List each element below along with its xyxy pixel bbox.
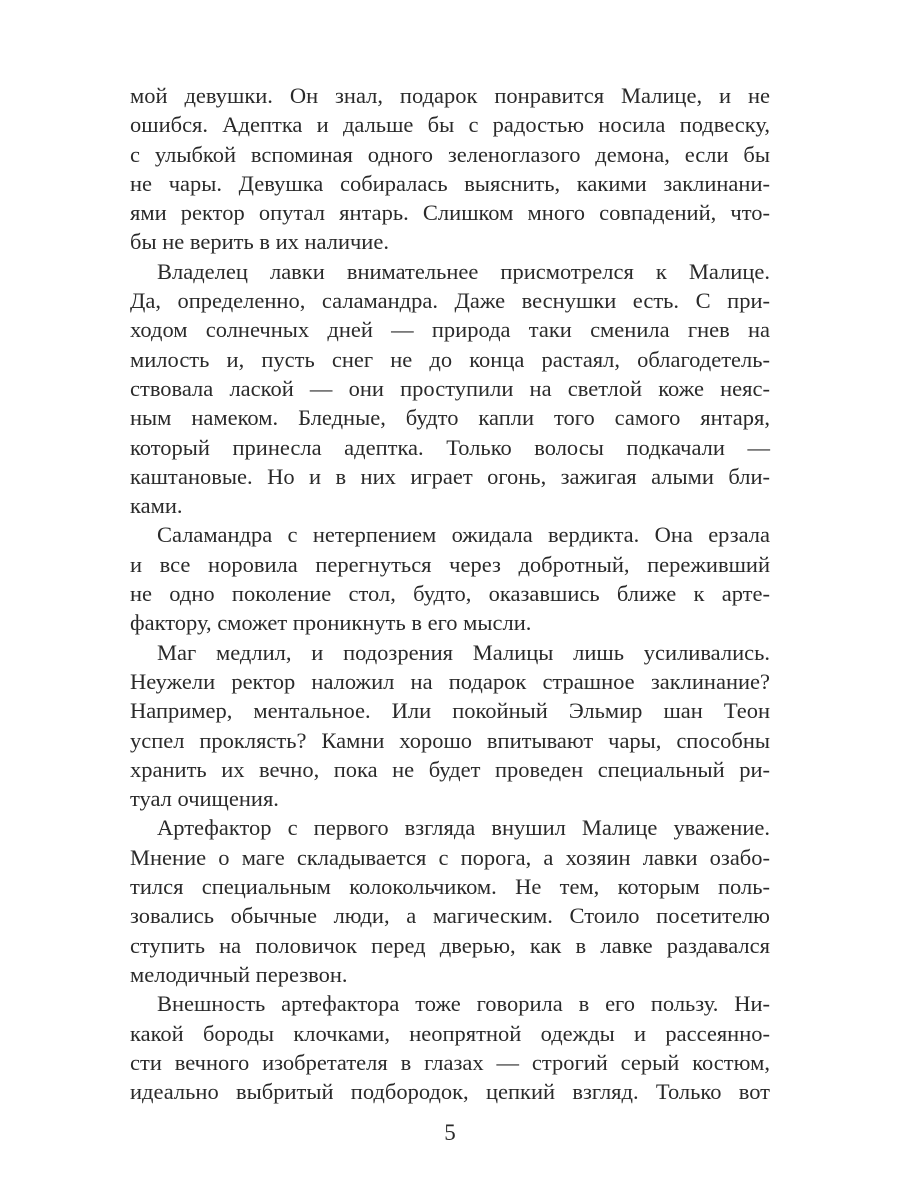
paragraph <box>130 989 770 1106</box>
text-line: ками. <box>130 493 183 519</box>
page-body-text <box>130 81 770 1106</box>
text-line: с улыбкой вспоминая одного зеленоглазого демона, если бы <box>130 141 770 167</box>
text-line: зовались обычные люди, а магическим. Стоило посетителю <box>130 903 770 929</box>
text-line: и все норовила перегнуться через добротный, переживший <box>130 551 770 577</box>
text-line: Неужели ректор наложил на подарок страшное заклинание? <box>130 668 770 694</box>
paragraph <box>130 257 770 521</box>
text-line: милость и, пусть снег не до конца растаял, облагодетель- <box>130 346 770 372</box>
text-line: сти вечного изобретателя в глазах — строгий серый костюм, <box>130 1049 770 1075</box>
text-line: Да, определенно, саламандра. Даже веснушки есть. С при- <box>130 288 770 314</box>
paragraph <box>130 520 770 637</box>
text-line: хранить их вечно, пока не будет проведен специальный ри- <box>130 756 770 782</box>
paragraph <box>130 81 770 257</box>
text-line: Саламандра с нетерпением ожидала вердикта. Она ерзала <box>157 522 770 548</box>
text-line: Внешность артефактора тоже говорила в его пользу. Ни- <box>157 991 770 1017</box>
text-line: какой бороды клочками, неопрятной одежды и рассеянно- <box>130 1020 770 1046</box>
text-line: успел проклясть? Камни хорошо впитывают чары, способны <box>130 727 770 753</box>
text-line: фактору, сможет проникнуть в его мысли. <box>130 610 532 636</box>
text-line: Владелец лавки внимательнее присмотрелся к Малице. <box>157 258 770 284</box>
text-line: Например, ментальное. Или покойный Эльмир шан Теон <box>130 698 770 724</box>
text-line: ходом солнечных дней — природа таки сменила гнев на <box>130 317 770 343</box>
text-line: Маг медлил, и подозрения Малицы лишь усиливались. <box>157 639 770 665</box>
text-line: не чары. Девушка собиралась выяснить, какими заклинани- <box>130 170 770 196</box>
paragraph <box>130 638 770 814</box>
paragraph <box>130 813 770 989</box>
text-line: мелодичный перезвон. <box>130 961 348 987</box>
text-line: бы не верить в их наличие. <box>130 229 389 255</box>
text-line: идеально выбритый подбородок, цепкий взгляд. Только вот <box>130 1079 770 1105</box>
text-line: каштановые. Но и в них играет огонь, зажигая алыми бли- <box>130 463 770 489</box>
text-line: ошибся. Адептка и дальше бы с радостью носила подвеску, <box>130 112 770 138</box>
page-number: 5 <box>444 1120 456 1145</box>
text-line: ным намеком. Бледные, будто капли того самого янтаря, <box>130 405 770 431</box>
text-line: не одно поколение стол, будто, оказавшись ближе к арте- <box>130 581 770 607</box>
text-line: Артефактор с первого взгляда внушил Малице уважение. <box>157 815 770 841</box>
text-line: туал очищения. <box>130 786 279 812</box>
text-line: ями ректор опутал янтарь. Слишком много совпадений, что- <box>130 200 770 226</box>
text-line: мой девушки. Он знал, подарок понравится Малице, и не <box>130 83 770 108</box>
text-line: ступить на половичок перед дверью, как в лавке раздавался <box>130 932 770 958</box>
text-line: ствовала лаской — они проступили на светлой коже неяс- <box>130 375 770 401</box>
text-line: который принесла адептка. Только волосы подкачали — <box>130 434 770 460</box>
text-line: тился специальным колокольчиком. Не тем, которым поль- <box>130 874 770 900</box>
text-line: Мнение о маге складывается с порога, а хозяин лавки озабо- <box>130 844 770 870</box>
